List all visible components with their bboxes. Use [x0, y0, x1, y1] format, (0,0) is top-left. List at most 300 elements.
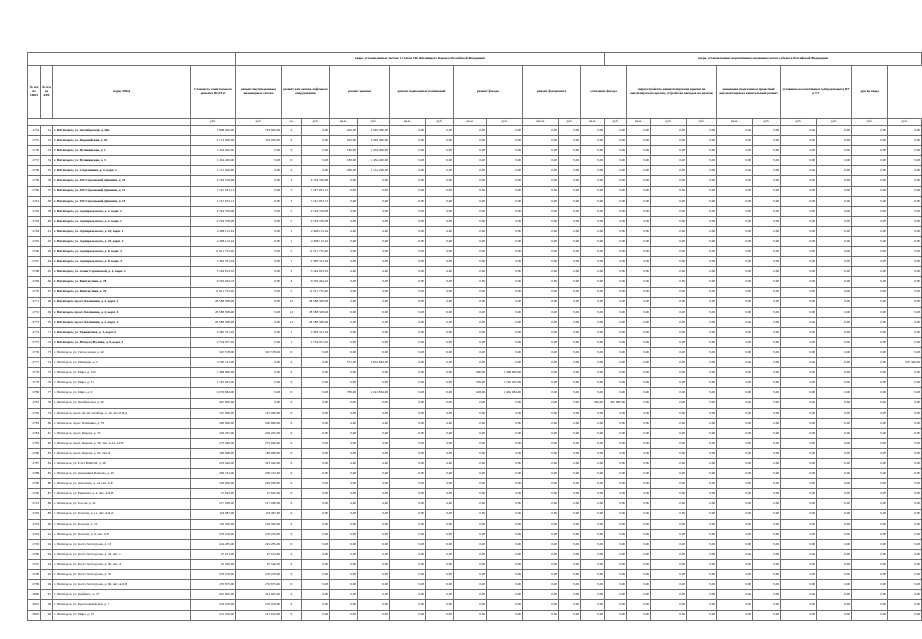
- value-cell: 0,00: [651, 247, 687, 257]
- value-cell: 0,00: [605, 196, 627, 206]
- value-cell: 0,00: [426, 297, 454, 307]
- value-cell: 4 794 709,08: [191, 216, 236, 226]
- value-cell: 223 440,00: [191, 459, 236, 469]
- value-cell: 0,00: [454, 580, 487, 590]
- value-cell: 0,00: [236, 176, 282, 186]
- value-cell: 536,00: [454, 378, 487, 388]
- value-cell: 0,00: [523, 206, 559, 216]
- row-number-cell: 2756: [28, 146, 41, 156]
- table-row: [28, 297, 922, 307]
- value-cell: 467 800,00: [605, 398, 627, 408]
- value-cell: 0,00: [753, 580, 781, 590]
- value-cell: 0,00: [302, 509, 330, 519]
- value-cell: 0,00: [523, 126, 559, 136]
- value-cell: 28 588 308,48: [302, 297, 330, 307]
- col-roof-restructure: (переустройство невентилируемой крыши на вентилируемую крышу, устройство выходов на кровлю: [627, 66, 717, 119]
- lift-count-cell: 12: [282, 297, 302, 307]
- value-cell: 0,00: [781, 176, 817, 186]
- value-cell: 0,00: [781, 438, 817, 448]
- value-cell: 0,00: [888, 206, 922, 216]
- value-cell: 0,00: [581, 499, 605, 509]
- value-cell: 0,00: [559, 186, 581, 196]
- value-cell: 0,00: [852, 408, 888, 418]
- value-cell: 0,00: [627, 206, 651, 216]
- value-cell: 0,00: [426, 479, 454, 489]
- value-cell: 0,00: [236, 398, 282, 408]
- value-cell: 0,00: [605, 297, 627, 307]
- value-cell: 0,00: [523, 277, 559, 287]
- table-row: [28, 327, 922, 337]
- lift-count-cell: 0: [282, 570, 302, 580]
- value-cell: 0,00: [687, 549, 717, 559]
- value-cell: 0,00: [717, 408, 753, 418]
- value-cell: 0,00: [487, 428, 523, 438]
- value-cell: 0,00: [581, 196, 605, 206]
- value-cell: 0,00: [717, 509, 753, 519]
- row-number-cell: 2782: [28, 408, 41, 418]
- value-cell: 0,00: [717, 146, 753, 156]
- value-cell: 0,00: [487, 590, 523, 600]
- value-cell: 0,00: [426, 186, 454, 196]
- value-cell: 2 595 300,00: [358, 126, 390, 136]
- value-cell: 0,00: [605, 257, 627, 267]
- value-cell: 0,00: [627, 499, 651, 509]
- value-cell: 0,00: [302, 560, 330, 570]
- value-cell: 0,00: [330, 570, 358, 580]
- value-cell: 28 588 308,48: [302, 317, 330, 327]
- value-cell: 0,00: [581, 560, 605, 570]
- value-cell: 0,00: [817, 398, 852, 408]
- value-cell: 0,00: [605, 570, 627, 580]
- value-cell: 0,00: [330, 610, 358, 620]
- value-cell: 9 529 404,16: [191, 277, 236, 287]
- value-cell: 0,00: [559, 610, 581, 620]
- value-cell: 0,00: [454, 226, 487, 236]
- value-cell: 0,00: [781, 479, 817, 489]
- lift-count-cell: 0: [282, 560, 302, 570]
- value-cell: 0,00: [330, 297, 358, 307]
- value-cell: 0,00: [753, 610, 781, 620]
- col-meters: установка коллективных (общедомовых) ПУ и УУ: [781, 66, 852, 119]
- value-cell: 0,00: [781, 237, 817, 247]
- value-cell: 0,00: [581, 368, 605, 378]
- value-cell: 0,00: [651, 206, 687, 216]
- value-cell: 0,00: [390, 136, 426, 146]
- address-cell: г. Пятигорск, ул. Коста Хетагурова, д. 30, лит. А: [53, 560, 191, 570]
- value-cell: 0,00: [687, 519, 717, 529]
- value-cell: 0,00: [581, 136, 605, 146]
- table-row: [28, 176, 922, 186]
- value-cell: 0,00: [753, 206, 781, 216]
- value-cell: 0,00: [753, 317, 781, 327]
- value-cell: 0,00: [358, 418, 390, 428]
- lift-count-cell: 2: [282, 206, 302, 216]
- row-number-cell: 2795: [28, 539, 41, 549]
- address-cell: г. Пятигорск, ул. Коста Хетагурова, д. 13: [53, 539, 191, 549]
- value-cell: 0,00: [605, 600, 627, 610]
- value-cell: 0,00: [330, 428, 358, 438]
- value-cell: 0,00: [627, 166, 651, 176]
- value-cell: 0,00: [487, 297, 523, 307]
- value-cell: 0,00: [781, 529, 817, 539]
- row-index-cell: 82: [41, 438, 53, 448]
- value-cell: 0,00: [358, 428, 390, 438]
- table-row: [28, 156, 922, 166]
- row-number-cell: 2754: [28, 126, 41, 136]
- row-index-cell: 96: [41, 580, 53, 590]
- value-cell: 0,00: [330, 327, 358, 337]
- value-cell: 0,00: [817, 327, 852, 337]
- address-cell: г. Пятигорск, ул. Антонова, д. 14, лит. А,Б: [53, 479, 191, 489]
- address-cell: г. Пятигорск, пр-кт. Кирова, д. 58, лит. А,А1,А2,В: [53, 438, 191, 448]
- table-row: [28, 257, 922, 267]
- row-number-cell: 2797: [28, 560, 41, 570]
- value-cell: 0,00: [581, 186, 605, 196]
- value-cell: 0,00: [390, 590, 426, 600]
- value-cell: 0,00: [426, 398, 454, 408]
- value-cell: 0,00: [817, 126, 852, 136]
- value-cell: 0,00: [687, 539, 717, 549]
- value-cell: 0,00: [426, 378, 454, 388]
- value-cell: 0,00: [651, 126, 687, 136]
- value-cell: 0,00: [888, 348, 922, 358]
- value-cell: 0,00: [523, 580, 559, 590]
- value-cell: 0,00: [781, 388, 817, 398]
- lift-count-cell: 2: [282, 216, 302, 226]
- address-cell: г. Пятигорск, пр-кт. Калинина, д. 2, корп. 3: [53, 297, 191, 307]
- value-cell: 0,00: [717, 459, 753, 469]
- value-cell: 0,00: [330, 418, 358, 428]
- value-cell: 0,00: [454, 206, 487, 216]
- value-cell: 0,00: [487, 449, 523, 459]
- value-cell: 0,00: [717, 277, 753, 287]
- value-cell: 0,00: [651, 358, 687, 368]
- value-cell: 0,00: [627, 428, 651, 438]
- value-cell: 0,00: [817, 176, 852, 186]
- value-cell: 0,00: [358, 216, 390, 226]
- col-roof: ремонт крыши: [330, 66, 390, 119]
- value-cell: 0,00: [426, 136, 454, 146]
- value-cell: 0,00: [888, 539, 922, 549]
- value-cell: 0,00: [358, 580, 390, 590]
- value-cell: 0,00: [687, 287, 717, 297]
- value-cell: 0,00: [852, 418, 888, 428]
- value-cell: 0,00: [717, 317, 753, 327]
- value-cell: 0,00: [651, 337, 687, 347]
- value-cell: 224 285,00: [236, 539, 282, 549]
- value-cell: 0,00: [687, 206, 717, 216]
- value-cell: 0,00: [426, 499, 454, 509]
- value-cell: 0,00: [888, 428, 922, 438]
- value-cell: 0,00: [753, 237, 781, 247]
- value-cell: 0,00: [852, 489, 888, 499]
- unit-cell: куб.м.: [523, 119, 559, 126]
- value-cell: 27 645,00: [236, 489, 282, 499]
- value-cell: 0,00: [390, 146, 426, 156]
- value-cell: 0,00: [487, 529, 523, 539]
- value-cell: 0,00: [236, 186, 282, 196]
- value-cell: 0,00: [523, 388, 559, 398]
- value-cell: 0,00: [781, 186, 817, 196]
- value-cell: 0,00: [753, 469, 781, 479]
- value-cell: 0,00: [581, 580, 605, 590]
- value-cell: 0,00: [781, 156, 817, 166]
- lift-count-cell: 1: [282, 237, 302, 247]
- lift-count-cell: 0: [282, 378, 302, 388]
- value-cell: 325 578,00: [191, 348, 236, 358]
- value-cell: 0,00: [426, 509, 454, 519]
- value-cell: 280,00: [330, 166, 358, 176]
- value-cell: 0,00: [817, 146, 852, 156]
- value-cell: 0,00: [852, 206, 888, 216]
- value-cell: 0,00: [358, 560, 390, 570]
- address-cell: г. Пятигорск, ул. Адмиральского, д. 2, корп. 2: [53, 206, 191, 216]
- value-cell: 0,00: [687, 600, 717, 610]
- value-cell: 0,00: [817, 580, 852, 590]
- value-cell: 0,00: [651, 146, 687, 156]
- value-cell: 0,00: [627, 126, 651, 136]
- value-cell: 0,00: [651, 388, 687, 398]
- row-number-cell: 2771: [28, 297, 41, 307]
- row-index-cell: 95: [41, 570, 53, 580]
- value-cell: 0,00: [454, 176, 487, 186]
- value-cell: 0,00: [559, 206, 581, 216]
- value-cell: 0,00: [605, 479, 627, 489]
- row-number-cell: 2790: [28, 489, 41, 499]
- value-cell: 0,00: [781, 560, 817, 570]
- value-cell: 0,00: [817, 297, 852, 307]
- value-cell: 0,00: [390, 247, 426, 257]
- value-cell: 0,00: [559, 509, 581, 519]
- value-cell: 0,00: [687, 570, 717, 580]
- value-cell: 0,00: [651, 348, 687, 358]
- value-cell: 0,00: [651, 519, 687, 529]
- value-cell: 0,00: [523, 549, 559, 559]
- unit-cell: руб.: [817, 119, 852, 126]
- value-cell: 0,00: [358, 398, 390, 408]
- value-cell: 0,00: [817, 438, 852, 448]
- table-row: [28, 368, 922, 378]
- group-header-regional: виды, установленные нормативным правовым актом субъекта Российской Федерации: [605, 53, 922, 66]
- value-cell: 0,00: [605, 287, 627, 297]
- value-cell: 0,00: [454, 186, 487, 196]
- value-cell: 0,00: [781, 146, 817, 156]
- units-row: [28, 119, 922, 126]
- value-cell: 2 734 057,02: [191, 337, 236, 347]
- table-row: [28, 166, 922, 176]
- table-row: [28, 126, 922, 136]
- value-cell: 0,00: [390, 287, 426, 297]
- value-cell: 0,00: [358, 509, 390, 519]
- value-cell: 0,00: [717, 186, 753, 196]
- value-cell: 0,00: [753, 459, 781, 469]
- group-header-federal: виды, установленные частью 1 статьи 166 Жилищного Кодекса Российской Федерации: [236, 53, 605, 66]
- value-cell: 0,00: [627, 519, 651, 529]
- value-cell: 0,00: [781, 378, 817, 388]
- value-cell: 0,00: [487, 408, 523, 418]
- value-cell: 0,00: [426, 489, 454, 499]
- value-cell: 0,00: [523, 337, 559, 347]
- value-cell: 0,00: [888, 277, 922, 287]
- value-cell: 0,00: [817, 489, 852, 499]
- value-cell: 0,00: [717, 489, 753, 499]
- value-cell: 0,00: [627, 378, 651, 388]
- value-cell: 0,00: [581, 600, 605, 610]
- value-cell: 0,00: [687, 176, 717, 186]
- value-cell: 319 200,00: [236, 136, 282, 146]
- value-cell: 0,00: [717, 358, 753, 368]
- value-cell: 0,00: [605, 277, 627, 287]
- value-cell: 0,00: [781, 459, 817, 469]
- value-cell: 0,00: [717, 570, 753, 580]
- value-cell: 0,00: [426, 428, 454, 438]
- value-cell: 0,00: [717, 126, 753, 136]
- value-cell: 0,00: [717, 418, 753, 428]
- value-cell: 0,00: [523, 368, 559, 378]
- row-number-cell: 2764: [28, 226, 41, 236]
- table-row: [28, 600, 922, 610]
- value-cell: 0,00: [559, 237, 581, 247]
- value-cell: 0,00: [487, 186, 523, 196]
- value-cell: 0,00: [627, 529, 651, 539]
- value-cell: 0,00: [487, 287, 523, 297]
- value-cell: 0,00: [627, 398, 651, 408]
- value-cell: 0,00: [302, 529, 330, 539]
- value-cell: 0,00: [302, 166, 330, 176]
- value-cell: 0,00: [753, 408, 781, 418]
- value-cell: 0,00: [487, 560, 523, 570]
- value-cell: 0,00: [523, 176, 559, 186]
- address-cell: г. Пятигорск, ул. Козлова, д. 9, лит. А,Б: [53, 529, 191, 539]
- value-cell: 0,00: [358, 449, 390, 459]
- value-cell: 0,00: [605, 590, 627, 600]
- value-cell: 0,00: [753, 499, 781, 509]
- value-cell: 0,00: [687, 216, 717, 226]
- value-cell: 0,00: [581, 489, 605, 499]
- value-cell: 0,00: [390, 600, 426, 610]
- value-cell: 0,00: [605, 206, 627, 216]
- lift-count-cell: 0: [282, 438, 302, 448]
- value-cell: 0,00: [627, 459, 651, 469]
- row-index-cell: 97: [41, 590, 53, 600]
- value-cell: 0,00: [817, 237, 852, 247]
- value-cell: 2 468 115,24: [302, 237, 330, 247]
- value-cell: 7 147 053,13: [302, 196, 330, 206]
- value-cell: 0,00: [781, 257, 817, 267]
- address-cell: г. Пятигорск, ул. Крайнего, д. 37: [53, 590, 191, 600]
- value-cell: 0,00: [302, 368, 330, 378]
- value-cell: 0,00: [390, 580, 426, 590]
- value-cell: 0,00: [651, 418, 687, 428]
- value-cell: 0,00: [817, 449, 852, 459]
- row-index-cell: 88: [41, 499, 53, 509]
- value-cell: 180 968,00: [236, 449, 282, 459]
- unit-cell: руб.: [559, 119, 581, 126]
- value-cell: 0,00: [852, 317, 888, 327]
- value-cell: 0,00: [487, 398, 523, 408]
- value-cell: 0,00: [358, 408, 390, 418]
- value-cell: 0,00: [888, 378, 922, 388]
- row-number-cell: 2801: [28, 600, 41, 610]
- col-pkp-no: № п/п по ПКП: [28, 66, 41, 119]
- value-cell: 0,00: [605, 378, 627, 388]
- value-cell: 0,00: [302, 469, 330, 479]
- value-cell: 0,00: [426, 267, 454, 277]
- value-cell: 276 478,00: [191, 600, 236, 610]
- value-cell: 0,00: [852, 549, 888, 559]
- value-cell: 0,00: [651, 186, 687, 196]
- value-cell: 0,00: [390, 317, 426, 327]
- value-cell: 0,00: [753, 509, 781, 519]
- value-cell: 0,00: [753, 277, 781, 287]
- value-cell: 0,00: [487, 146, 523, 156]
- value-cell: 4 794 709,08: [191, 176, 236, 186]
- value-cell: 0,00: [605, 247, 627, 257]
- value-cell: 0,00: [358, 378, 390, 388]
- row-number-cell: 2788: [28, 469, 41, 479]
- value-cell: 0,00: [236, 257, 282, 267]
- unit-cell: руб.: [236, 119, 282, 126]
- value-cell: 0,00: [487, 489, 523, 499]
- value-cell: 0,00: [627, 327, 651, 337]
- value-cell: 0,00: [651, 166, 687, 176]
- value-cell: 0,00: [390, 156, 426, 166]
- value-cell: 0,00: [687, 186, 717, 196]
- value-cell: 0,00: [753, 297, 781, 307]
- value-cell: 0,00: [753, 287, 781, 297]
- value-cell: 0,00: [888, 418, 922, 428]
- value-cell: 0,00: [581, 408, 605, 418]
- value-cell: 0,00: [330, 499, 358, 509]
- value-cell: 0,00: [358, 267, 390, 277]
- value-cell: 0,00: [358, 438, 390, 448]
- value-cell: 0,00: [358, 489, 390, 499]
- value-cell: 0,00: [559, 337, 581, 347]
- col-other: другие виды: [852, 66, 888, 119]
- value-cell: 0,00: [627, 307, 651, 317]
- value-cell: 0,00: [753, 479, 781, 489]
- value-cell: 0,00: [687, 560, 717, 570]
- row-index-cell: 51: [41, 126, 53, 136]
- row-index-cell: 57: [41, 186, 53, 196]
- value-cell: 0,00: [426, 549, 454, 559]
- value-cell: 0,00: [605, 368, 627, 378]
- row-number-cell: 2755: [28, 136, 41, 146]
- value-cell: 0,00: [753, 216, 781, 226]
- value-cell: 0,00: [559, 317, 581, 327]
- value-cell: 0,00: [390, 327, 426, 337]
- value-cell: 0,00: [753, 176, 781, 186]
- value-cell: 0,00: [753, 267, 781, 277]
- value-cell: 0,00: [717, 206, 753, 216]
- value-cell: 0,00: [627, 146, 651, 156]
- value-cell: 1 795 625,00: [191, 378, 236, 388]
- value-cell: 0,00: [781, 126, 817, 136]
- value-cell: 0,00: [390, 539, 426, 549]
- value-cell: 0,00: [852, 539, 888, 549]
- unit-cell: руб.: [302, 119, 330, 126]
- value-cell: 0,00: [605, 549, 627, 559]
- value-cell: 0,00: [781, 539, 817, 549]
- value-cell: 0,00: [454, 277, 487, 287]
- value-cell: 0,00: [687, 297, 717, 307]
- value-cell: 0,00: [687, 459, 717, 469]
- value-cell: 0,00: [454, 337, 487, 347]
- value-cell: 467 800,00: [191, 398, 236, 408]
- value-cell: 0,00: [717, 327, 753, 337]
- value-cell: 0,00: [717, 176, 753, 186]
- value-cell: 27 013,00: [236, 549, 282, 559]
